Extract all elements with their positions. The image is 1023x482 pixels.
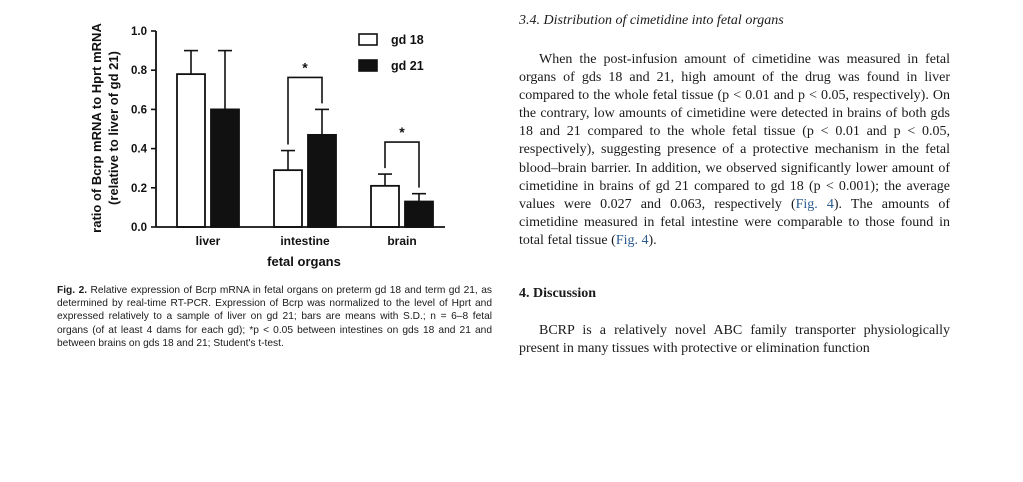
paragraph-text: ). (648, 232, 657, 248)
bar-chart (0, 0, 505, 282)
significance-star: * (302, 59, 308, 76)
discussion-heading: 4. Discussion (519, 286, 597, 301)
y-axis-label-line2: (relative to liver of gd 21) (106, 51, 121, 205)
discussion-paragraph: BCRP is a relatively novel ABC family transporter physiologically present in many tissues with protective or elimination function (519, 323, 950, 357)
y-tick-label: 0.8 (131, 65, 147, 78)
bar-gd21-intestine (308, 135, 336, 227)
figure-reference-link[interactable]: Fig. 4 (615, 232, 649, 248)
legend-label: gd 18 (391, 33, 424, 47)
y-tick-label: 1.0 (131, 26, 147, 38)
caption-text: Relative expression of Bcrp mRNA in fetal organs on preterm gd 18 and term gd 21, as determined by real-time RT-PCR. Expression of Bcrp was normalized to the level of Hprt and expressed relatively to a sample of liver on gd 21; bars are means with S.D.; n = 6–8 fetal organs (of at least 4 dams for each gd); *p < 0.05 between intestines on gds 18 and 21 and between brains on gds 18 and 21; Student's t-test. (57, 285, 492, 349)
bar-gd21-brain (405, 202, 433, 227)
bar-gd18-brain (371, 186, 399, 227)
figure-reference-link[interactable]: Fig. 4 (795, 196, 834, 212)
y-axis-label-line1: ratio of Bcrp mRNA to Hprt mRNA (89, 23, 104, 233)
legend-swatch (359, 34, 377, 45)
y-tick-label: 0.0 (131, 222, 147, 234)
y-tick-label: 0.6 (131, 104, 147, 117)
paragraph-text: When the post-infusion amount of cimetidine was measured in fetal organs of gds 18 and 21, high amount of the drug was found in liver compared to the whole fetal tissue (p < 0.01 and p < 0.05, respectively). On the contrary, low amounts of cimetidine were detected in brains of both gds 18 and 21 compared to the whole fetal tissue (p < 0.01 and p < 0.05, respectively), suggesting presence of a protective mechanism in the fetal blood–brain barrier. In addition, we observed significantly lower amount of cimetidine in brains of gd 21 compared to gd 18 (p < 0.001); the average values were 0.027 and 0.063, respectively ( (519, 52, 950, 212)
legend-label: gd 21 (391, 59, 424, 73)
bar-gd18-intestine (274, 170, 302, 227)
y-tick-label: 0.2 (131, 182, 147, 195)
section-heading: 3.4. Distribution of cimetidine into fetal organs (519, 13, 784, 28)
x-tick-label: liver (195, 234, 221, 248)
x-axis-label: fetal organs (267, 254, 341, 269)
significance-star: * (399, 124, 405, 141)
bar-gd21-liver (211, 109, 239, 227)
figure-caption (57, 284, 492, 350)
x-axis (156, 227, 445, 248)
legend (359, 33, 424, 73)
y-tick-label: 0.4 (131, 143, 147, 156)
bar-gd18-liver (177, 74, 205, 227)
x-tick-label: brain (387, 234, 417, 248)
caption-label: Fig. 2. (57, 285, 88, 296)
paragraph-text: ). The amounts of cimetidine measured in fetal intestine were comparable to those found in total fetal tissue ( (519, 196, 950, 248)
y-axis (131, 26, 156, 234)
section-paragraph (519, 51, 950, 250)
legend-swatch (359, 60, 377, 71)
significance-bracket (385, 142, 419, 188)
x-tick-label: intestine (280, 234, 330, 248)
